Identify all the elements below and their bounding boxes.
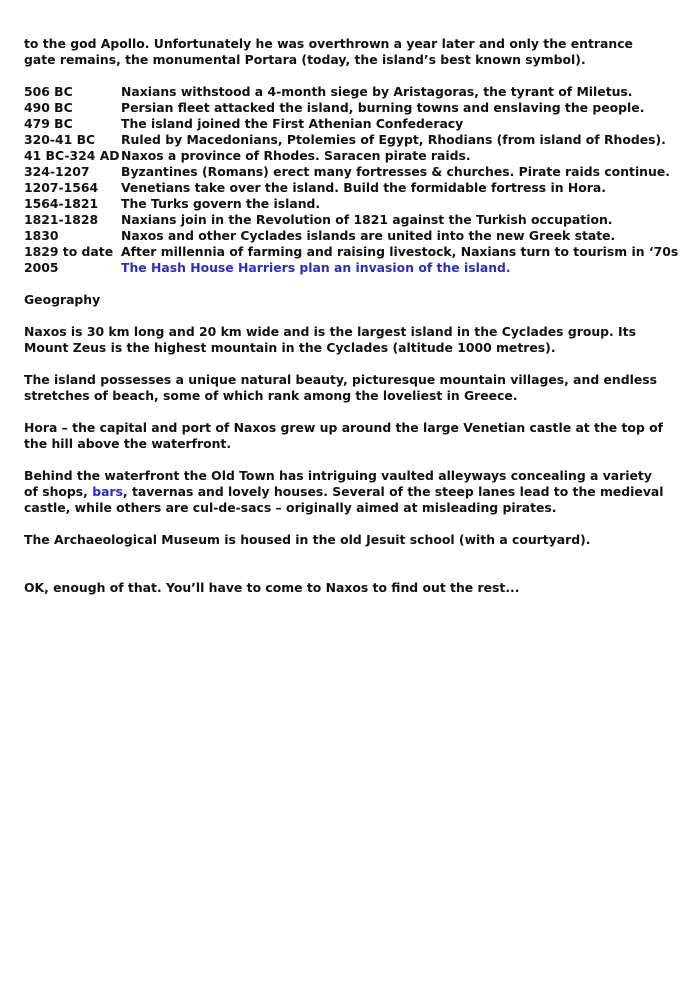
timeline-event: Naxians join in the Revolution of 1821 against the Turkish occupation. <box>121 212 613 227</box>
timeline-date: 320-41 BC <box>24 132 96 147</box>
timeline-row <box>24 212 664 228</box>
timeline-date: 1829 to date <box>24 244 114 259</box>
timeline-date: 324-1207 <box>24 164 90 179</box>
timeline-row <box>24 228 664 244</box>
timeline-date: 1207-1564 <box>24 180 99 195</box>
timeline-date: 41 BC-324 AD <box>24 148 120 163</box>
timeline-event: After millennia of farming and raising livestock, Naxians turn to tourism in ‘70s <box>121 244 679 259</box>
timeline-date: 2005 <box>24 260 59 275</box>
timeline-row <box>24 132 664 148</box>
geography-paragraph-beauty: The island possesses a unique natural beauty, picturesque mountain villages, and endless stretches of beach, some of which rank among the loveliest in Greece. <box>24 372 657 403</box>
blank-line <box>24 564 664 580</box>
timeline-row <box>24 148 664 164</box>
old-town-text-start: Behind the waterfront the Old Town has intriguing vaulted alleyways concealing a variety of shops, <box>24 468 652 499</box>
old-town-text-end: , tavernas and lovely houses. Several of the steep lanes lead to the medieval castle, while others are cul-de-sacs – originally aimed at misleading pirates. <box>24 484 664 515</box>
timeline-row <box>24 164 670 180</box>
timeline-row <box>24 84 664 100</box>
timeline-event: Ruled by Macedonians, Ptolemies of Egypt, Rhodians (from island of Rhodes). <box>121 132 666 147</box>
timeline-date: 506 BC <box>24 84 73 99</box>
timeline-event: Persian fleet attacked the island, burning towns and enslaving the people. <box>121 100 645 115</box>
timeline-event: Naxos a province of Rhodes. Saracen pirate raids. <box>121 148 471 163</box>
intro-paragraph: to the god Apollo. Unfortunately he was overthrown a year later and only the entrance gate remains, the monumental Portara (today, the island’s best known symbol). <box>24 36 633 67</box>
geography-paragraph-museum: The Archaeological Museum is housed in the old Jesuit school (with a courtyard). <box>24 532 591 547</box>
timeline-event: Byzantines (Romans) erect many fortresses & churches. Pirate raids continue. <box>121 164 670 179</box>
geography-heading: Geography <box>24 292 101 307</box>
geography-paragraph-old-town <box>24 468 664 516</box>
timeline-row <box>24 100 664 116</box>
timeline-event: The island joined the First Athenian Confederacy <box>121 116 464 131</box>
timeline-date: 1830 <box>24 228 59 243</box>
closing-paragraph: OK, enough of that. You’ll have to come to Naxos to find out the rest... <box>24 580 520 595</box>
hash-house-harriers-link[interactable]: The Hash House Harriers plan an invasion of the island. <box>121 260 511 275</box>
timeline-event: The Turks govern the island. <box>121 196 321 211</box>
timeline-event: Naxos and other Cyclades islands are united into the new Greek state. <box>121 228 616 243</box>
timeline-row <box>24 180 664 196</box>
timeline-row <box>24 260 664 276</box>
bars-link[interactable]: bars <box>92 484 123 499</box>
document-page <box>24 36 679 612</box>
timeline-date: 479 BC <box>24 116 73 131</box>
geography-paragraph-size: Naxos is 30 km long and 20 km wide and is the largest island in the Cyclades group. Its Mount Zeus is the highest mountain in the Cyclades (altitude 1000 metres). <box>24 324 636 355</box>
geography-paragraph-hora: Hora – the capital and port of Naxos grew up around the large Venetian castle at the top of the hill above the waterfront. <box>24 420 664 451</box>
timeline-row <box>24 244 679 260</box>
history-timeline <box>24 84 679 276</box>
timeline-event: Naxians withstood a 4-month siege by Aristagoras, the tyrant of Miletus. <box>121 84 633 99</box>
timeline-date: 1821-1828 <box>24 212 99 227</box>
timeline-date: 1564-1821 <box>24 196 99 211</box>
timeline-row <box>24 116 664 132</box>
timeline-row <box>24 196 664 212</box>
timeline-date: 490 BC <box>24 100 73 115</box>
timeline-event: Venetians take over the island. Build the formidable fortress in Hora. <box>121 180 606 195</box>
